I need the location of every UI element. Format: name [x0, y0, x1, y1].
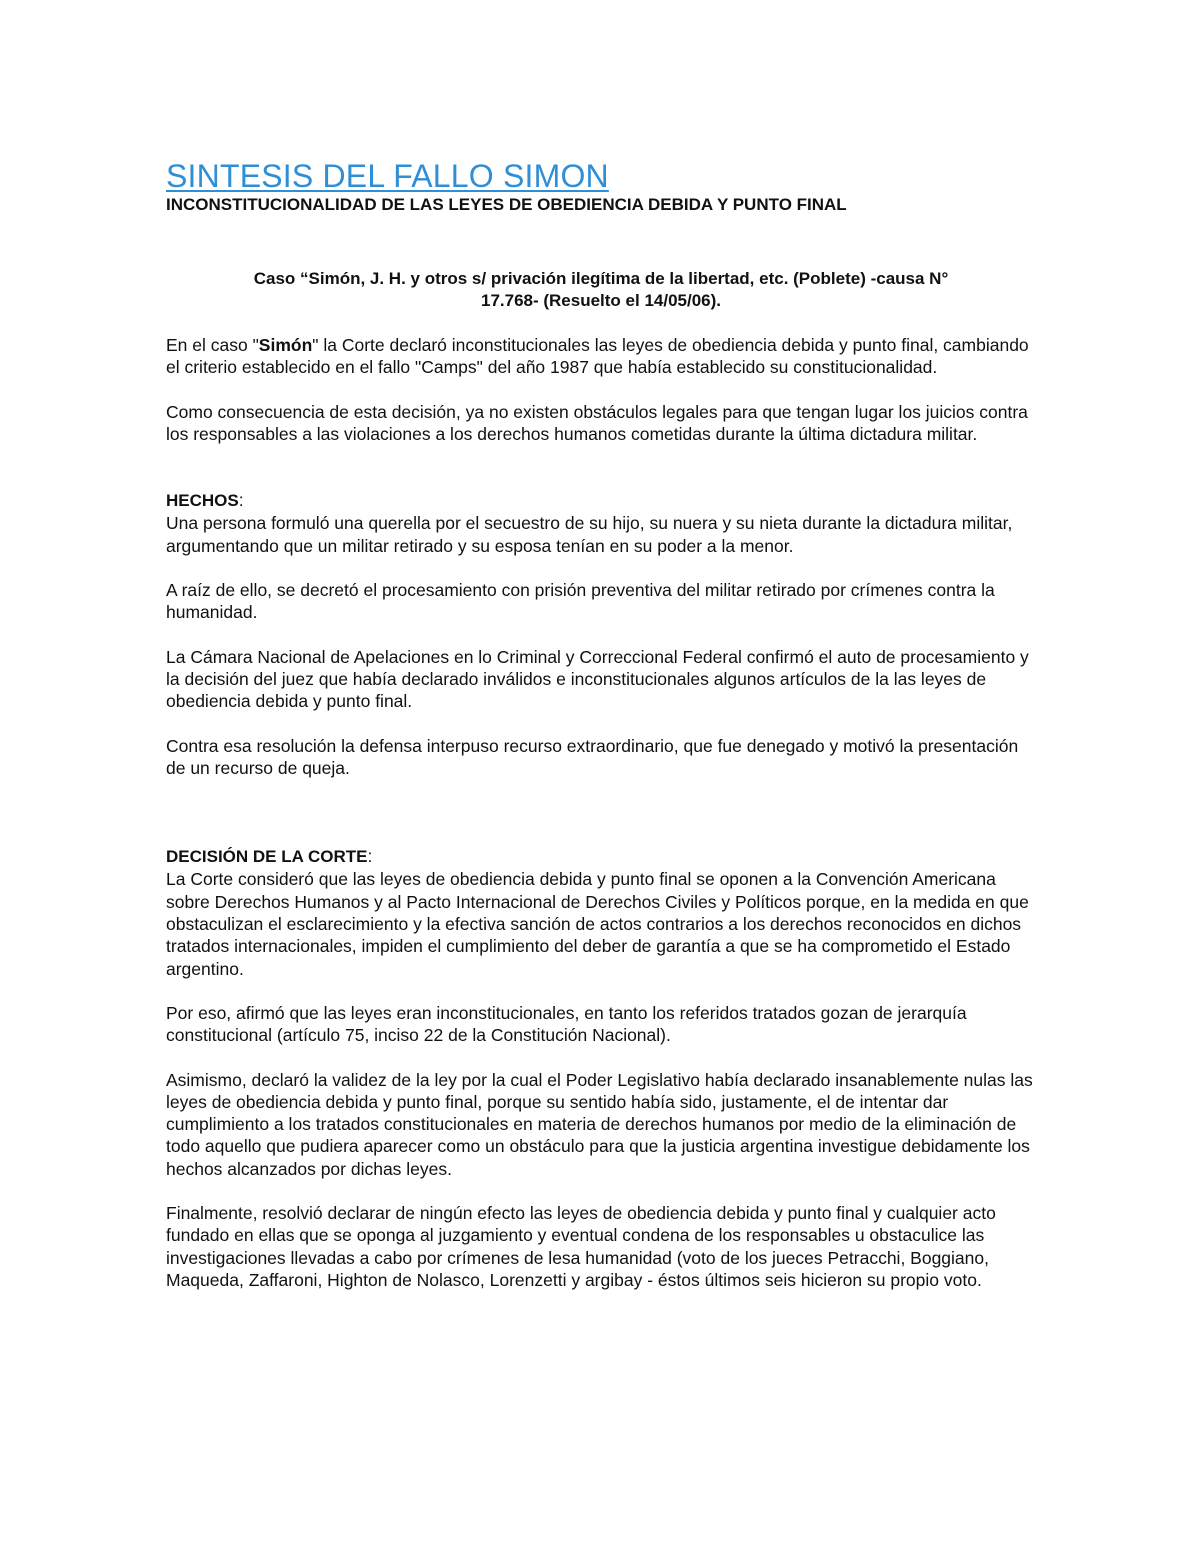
intro-paragraph [166, 334, 1036, 379]
decision-colon: : [367, 846, 373, 867]
decision-section [166, 845, 1036, 980]
decision-paragraph-1: La Corte consideró que las leyes de obediencia debida y punto final se oponen a la Convención Americana sobre Derechos Humanos y al Pacto Internacional de Derechos Civiles y Políticos porque, en la medida en que obstaculizan el esclarecimiento y la efectiva sanción de actos contrarios a los derechos reconocidos en dichos tratados internacionales, impiden el cumplimiento del deber de garantía a que se ha comprometido el Estado argentino. [166, 869, 1029, 979]
intro-bold-name: Simón [258, 335, 313, 355]
intro-pre: En el caso " [166, 335, 259, 355]
document-page [166, 158, 1036, 1291]
decision-paragraph-2: Por eso, afirmó que las leyes eran inconstitucionales, en tanto los referidos tratados gozan de jerarquía constitucional (artículo 75, inciso 22 de la Constitución Nacional). [166, 1002, 967, 1046]
case-citation-line2: 17.768- (Resuelto el 14/05/06). [480, 291, 722, 310]
document-subtitle: INCONSTITUCIONALIDAD DE LAS LEYES DE OBEDIENCIA DEBIDA Y PUNTO FINAL [166, 195, 847, 214]
case-citation [166, 268, 1036, 312]
hechos-paragraph-2: A raíz de ello, se decretó el procesamiento con prisión preventiva del militar retirado por crímenes contra la humanidad. [166, 580, 995, 623]
hechos-paragraph-4: Contra esa resolución la defensa interpuso recurso extraordinario, que fue denegado y motivó la presentación de un recurso de queja. [166, 735, 1019, 778]
consequence-paragraph: Como consecuencia de esta decisión, ya no existen obstáculos legales para que tengan lugar los juicios contra los responsables a las violaciones a los derechos humanos cometidas durante la última dictadura militar. [166, 401, 1028, 444]
hechos-paragraph-1: Una persona formuló una querella por el secuestro de su hijo, su nuera y su nieta durante la dictadura militar, argumentando que un militar retirado y su esposa tenían en su poder a la menor. [166, 513, 1013, 556]
decision-paragraph-4: Finalmente, resolvió declarar de ningún efecto las leyes de obediencia debida y punto final y cualquier acto fundado en ellas que se oponga al juzgamiento y eventual condena de los responsables u obstaculice las investigaciones llevadas a cabo por crímenes de lesa humanidad (voto de los jueces Petracchi, Boggiano, Maqueda, Zaffaroni, Highton de Nolasco, Lorenzetti y argibay - éstos últimos seis hicieron su propio voto. [166, 1203, 996, 1290]
hechos-colon: : [238, 490, 244, 511]
document-title: SINTESIS DEL FALLO SIMON [166, 158, 609, 194]
decision-heading: DECISIÓN DE LA CORTE [166, 847, 368, 867]
hechos-paragraph-3: La Cámara Nacional de Apelaciones en lo Criminal y Correccional Federal confirmó el auto de procesamiento y la decisión del juez que había declarado inválidos e inconstitucionales algunos artículos de la las leyes de obediencia debida y punto final. [166, 646, 1029, 712]
case-citation-line1: Caso “Simón, J. H. y otros s/ privación ilegítima de la libertad, etc. (Poblete) -causa N° [253, 269, 949, 288]
hechos-heading: HECHOS [166, 491, 239, 511]
decision-paragraph-3: Asimismo, declaró la validez de la ley por la cual el Poder Legislativo había declarado insanablemente nulas las leyes de obediencia debida y punto final, porque su sentido había sido, justamente, el de intentar dar cumplimiento a los tratados constitucionales en materia de derechos humanos por medio de la eliminación de todo aquello que pudiera aparecer como un obstáculo para que la justicia argentina investigue debidamente los hechos alcanzados por dichas leyes. [166, 1069, 1033, 1179]
intro-post: " la Corte declaró inconstitucionales las leyes de obediencia debida y punto final, cambiando el criterio establecido en el fallo "Camps" del año 1987 que había establecido su constitucionalidad. [166, 335, 1029, 378]
hechos-section [166, 489, 1036, 557]
